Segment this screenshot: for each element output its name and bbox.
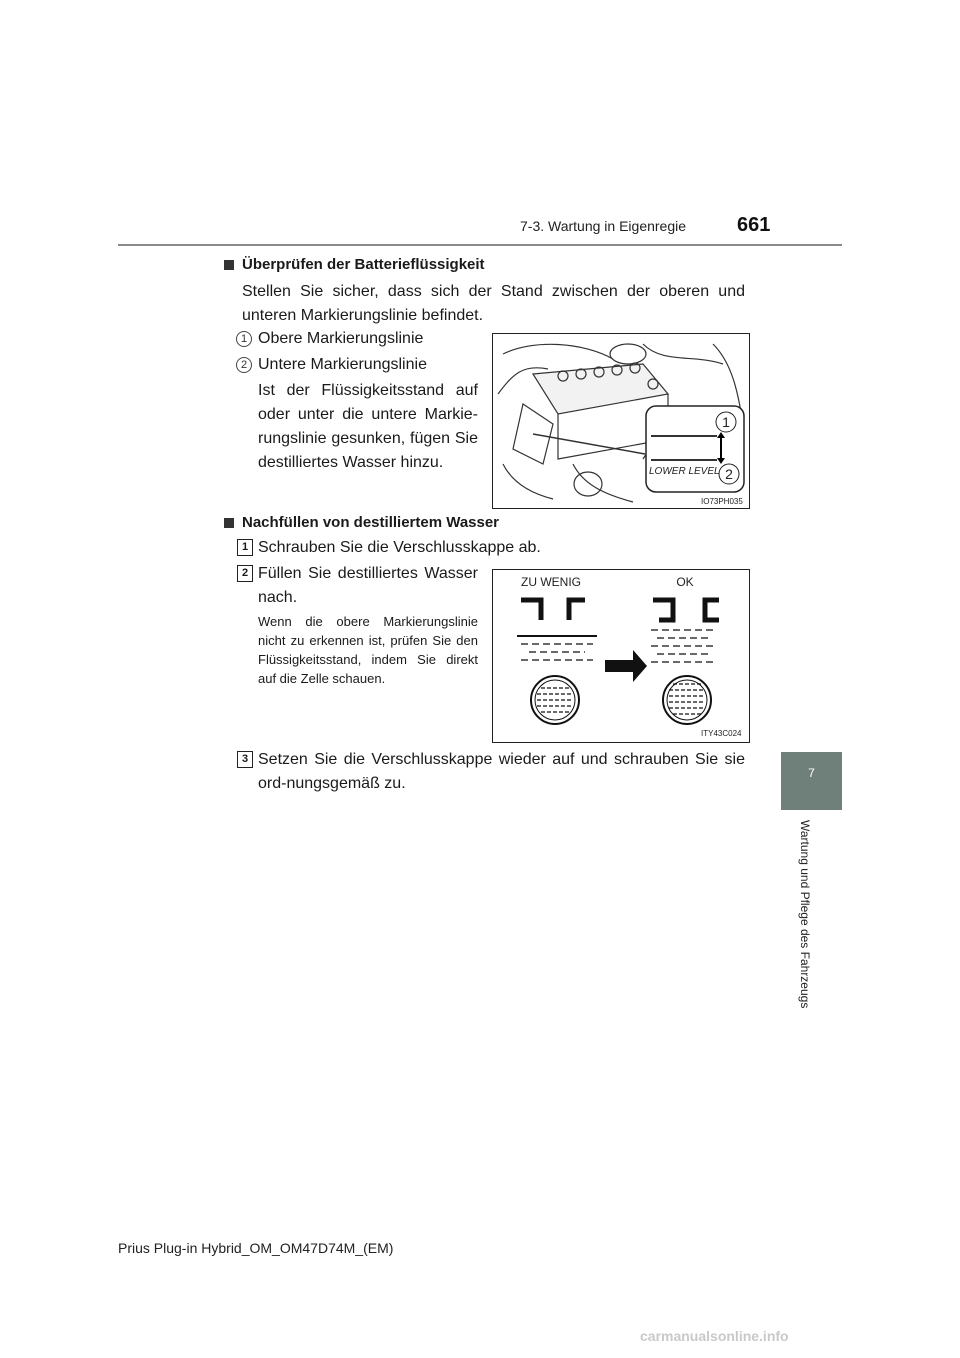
square-bullet-icon <box>224 260 234 270</box>
figure-callout-2: 2 <box>725 466 733 482</box>
label-ok: OK <box>676 575 694 589</box>
footer-doc-id: Prius Plug-in Hybrid_OM_OM47D74M_(EM) <box>118 1240 394 1256</box>
header-divider <box>118 244 842 246</box>
section-title-text: Überprüfen der Batterieflüssigkeit <box>242 256 485 273</box>
chapter-tab <box>781 752 842 810</box>
figure-callout-1: 1 <box>722 414 730 430</box>
figure-code: IO73PH035 <box>701 497 743 506</box>
step-3-text: Setzen Sie die Verschlusskappe wieder auf und schrauben Sie sie ord-nungsgemäß zu. <box>258 751 745 792</box>
item-lower-line: Untere Markierungslinie <box>258 356 427 373</box>
step-number-2: 2 <box>237 565 253 582</box>
step-2-text: Füllen Sie destilliertes Wasser nach. <box>258 565 478 606</box>
figure-code: ITY43C024 <box>701 729 742 738</box>
label-too-low: ZU WENIG <box>521 575 581 589</box>
step-number-1: 1 <box>237 539 253 556</box>
section-title-refill <box>224 514 499 531</box>
battery-illustration <box>493 334 749 508</box>
watermark: carmanualsonline.info <box>640 1328 789 1344</box>
chapter-number: 7 <box>808 766 815 780</box>
water-level-illustration <box>493 570 749 742</box>
section-intro: Stellen Sie sicher, dass sich der Stand zwischen der oberen und unteren Markierungslinie befindet. <box>242 283 745 324</box>
callout-number-2: 2 <box>236 357 252 373</box>
section-title-text: Nachfüllen von destilliertem Wasser <box>242 514 500 531</box>
battery-figure <box>492 333 750 509</box>
lower-level-label: LOWER LEVEL <box>649 466 720 477</box>
step-number-3: 3 <box>237 751 253 768</box>
section-title-check <box>224 256 485 273</box>
fluid-note: Ist der Flüssigkeitsstand auf oder unter die untere Markie-rungslinie gesunken, fügen Sie destilliertes Wasser hinzu. <box>258 382 478 471</box>
step-1-text: Schrauben Sie die Verschlusskappe ab. <box>258 539 541 556</box>
item-upper-line: Obere Markierungslinie <box>258 330 424 347</box>
chapter-title: Wartung und Pflege des Fahrzeugs <box>798 820 812 1009</box>
page-number: 661 <box>737 214 771 236</box>
header-section-title: 7-3. Wartung in Eigenregie <box>520 218 687 234</box>
water-level-figure <box>492 569 750 743</box>
step-2-note: Wenn die obere Markierungslinie nicht zu erkennen ist, prüfen Sie den Flüssigkeitsstand, indem Sie direkt auf die Zelle schauen. <box>258 614 478 686</box>
callout-number-1: 1 <box>236 331 252 347</box>
square-bullet-icon <box>224 518 234 528</box>
